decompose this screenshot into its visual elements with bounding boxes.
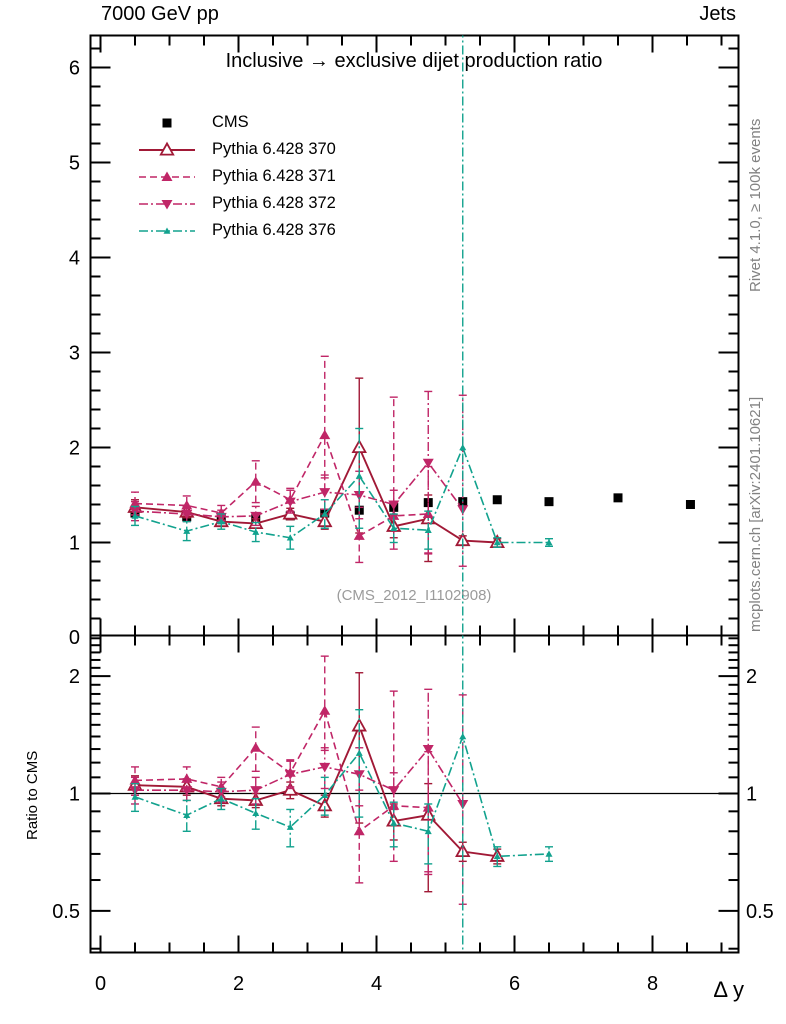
x-axis-label: Δ y <box>713 977 744 1002</box>
legend-label-pythia-370: Pythia 6.428 370 <box>212 140 336 158</box>
series-pythia-6-428-371 <box>130 656 434 883</box>
legend-item-pythia-372 <box>138 190 336 217</box>
series-pythia-6-428-372 <box>130 689 469 904</box>
legend-marker-pythia-376 <box>138 222 196 240</box>
legend <box>138 109 336 244</box>
svg-text:0.5: 0.5 <box>746 900 774 923</box>
legend-item-pythia-370 <box>138 136 336 163</box>
legend-item-pythia-371 <box>138 163 336 190</box>
svg-text:0: 0 <box>68 627 80 649</box>
legend-label-pythia-372: Pythia 6.428 372 <box>212 194 336 212</box>
mcplots-source-note: mcplots.cern.ch [arXiv:2401.10621] <box>747 396 764 632</box>
svg-text:1: 1 <box>68 783 80 806</box>
legend-item-pythia-376 <box>138 217 336 244</box>
legend-label-cms: CMS <box>212 113 249 131</box>
legend-marker-cms <box>138 114 196 132</box>
svg-text:1: 1 <box>746 783 758 806</box>
beam-title: 7000 GeV pp <box>101 3 219 25</box>
legend-item-cms <box>138 109 336 136</box>
svg-text:6: 6 <box>68 57 80 80</box>
svg-text:2: 2 <box>746 666 758 689</box>
svg-text:2: 2 <box>68 666 80 689</box>
analysis-id-watermark: (CMS_2012_I1102908) <box>336 587 492 604</box>
legend-marker-pythia-370 <box>138 141 196 159</box>
svg-text:0: 0 <box>94 973 107 995</box>
svg-text:6: 6 <box>508 973 521 995</box>
plot-title: Inclusive → exclusive dijet production ratio <box>225 50 603 72</box>
svg-text:2: 2 <box>68 437 80 460</box>
rivet-version-note: Rivet 4.1.0, ≥ 100k events <box>747 118 764 292</box>
legend-label-pythia-376: Pythia 6.428 376 <box>212 221 336 239</box>
legend-label-pythia-371: Pythia 6.428 371 <box>212 167 336 185</box>
svg-text:8: 8 <box>646 973 659 995</box>
ratio-y-axis-label: Ratio to CMS <box>24 750 41 840</box>
svg-text:0.5: 0.5 <box>52 900 80 923</box>
svg-text:2: 2 <box>232 973 245 995</box>
series-cms <box>131 493 695 523</box>
analysis-group-title: Jets <box>699 3 736 25</box>
svg-text:1: 1 <box>68 532 80 555</box>
legend-marker-pythia-371 <box>138 168 196 186</box>
svg-text:4: 4 <box>68 247 80 270</box>
svg-text:3: 3 <box>68 342 80 365</box>
legend-marker-pythia-372 <box>138 195 196 213</box>
svg-text:4: 4 <box>370 973 383 995</box>
series-pythia-6-428-376 <box>131 381 553 1024</box>
svg-text:5: 5 <box>68 152 80 175</box>
series-pythia-6-428-370 <box>129 378 504 561</box>
series-pythia-6-428-372 <box>130 391 469 566</box>
